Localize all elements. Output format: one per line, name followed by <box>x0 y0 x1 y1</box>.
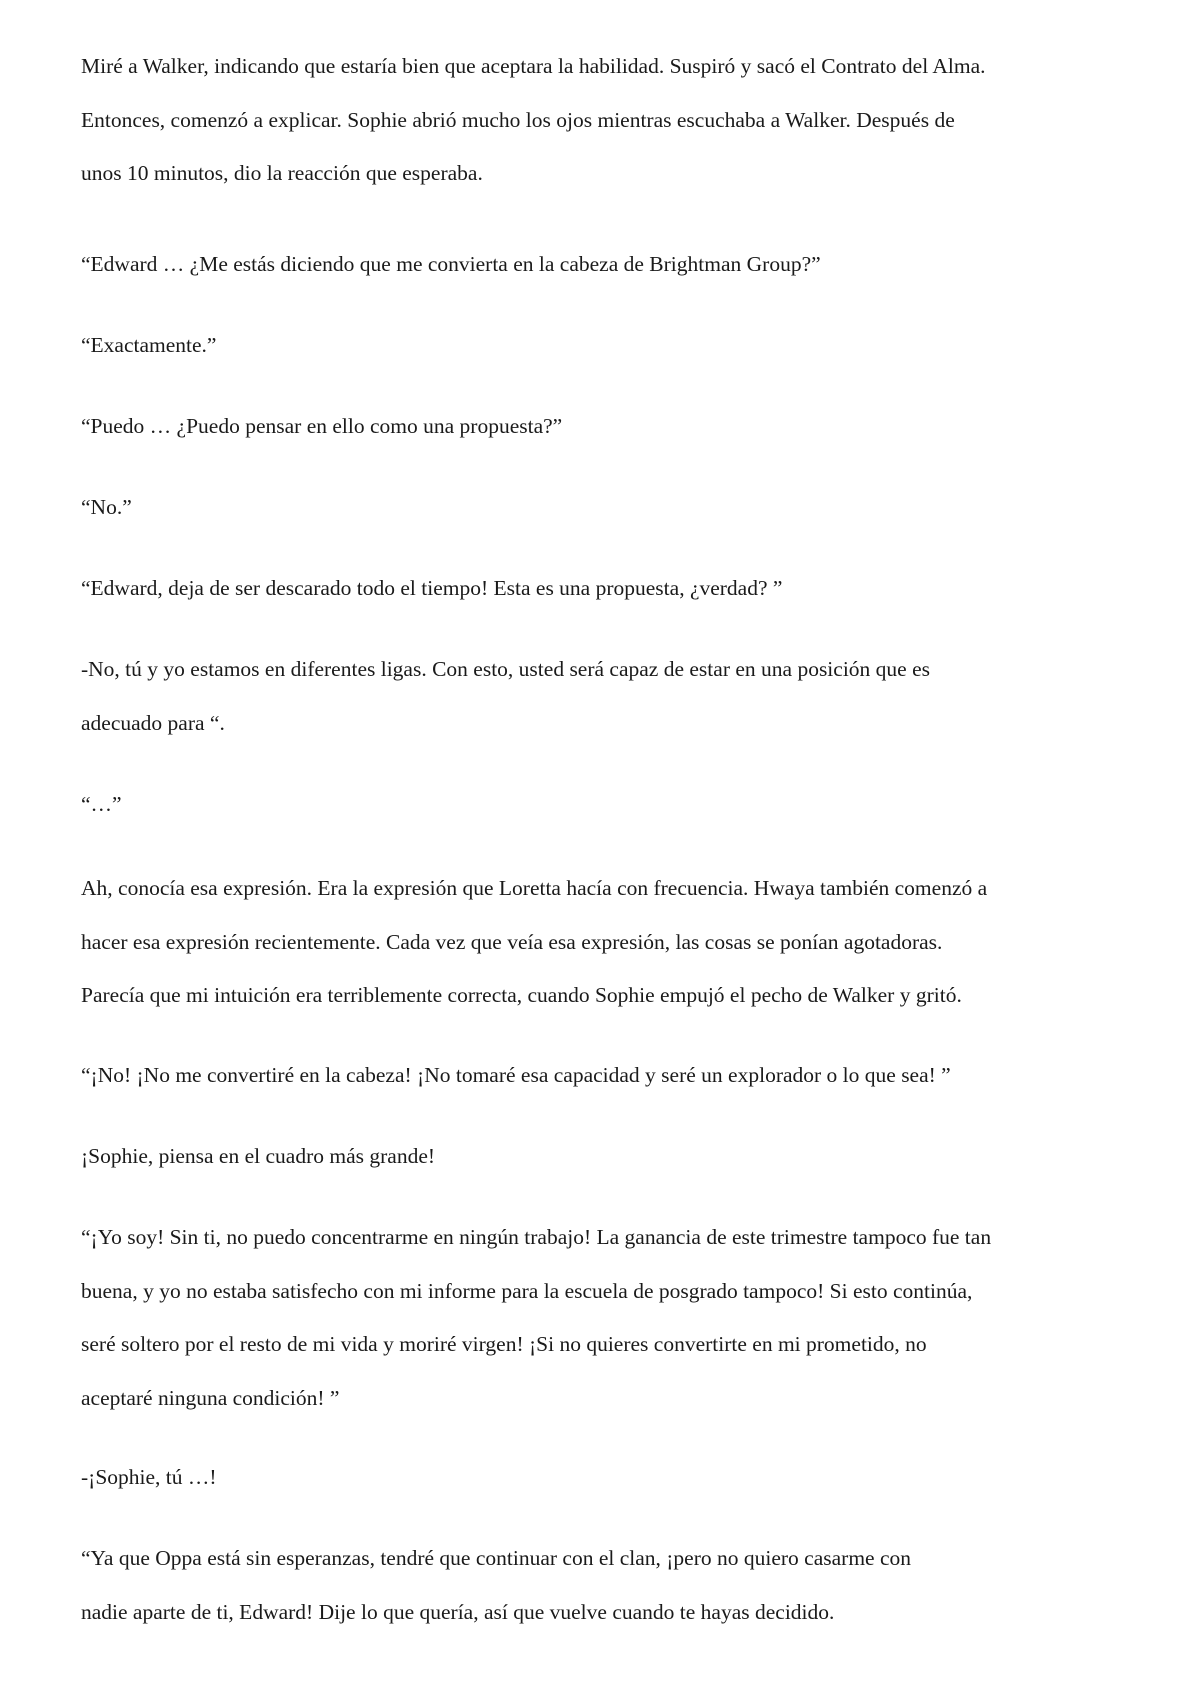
paragraph-3: “Exactamente.” <box>81 333 217 357</box>
paragraph-11: ¡Sophie, piensa en el cuadro más grande! <box>81 1144 436 1168</box>
paragraph-6: “Edward, deja de ser descarado todo el tiempo! Esta es una propuesta, ¿verdad? ” <box>81 576 783 600</box>
paragraph-5: “No.” <box>81 495 132 519</box>
paragraph-2: “Edward … ¿Me estás diciendo que me convierta en la cabeza de Brightman Group?” <box>81 252 821 276</box>
paragraph-9: Ah, conocía esa expresión. Era la expresión que Loretta hacía con frecuencia. Hwaya también comenzó a hacer esa expresión recientemente. Cada vez que veía esa expresión, las cosas se ponían agotadoras. Parecía que mi intuición era terriblemente correcta, cuando Sophie empujó el pecho de Walker y gritó. <box>81 876 988 1007</box>
paragraph-7: -No, tú y yo estamos en diferentes ligas. Con esto, usted será capaz de estar en una posición que es adecuado para “. <box>81 657 930 735</box>
paragraph-13: -¡Sophie, tú …! <box>81 1465 217 1489</box>
paragraph-1: Miré a Walker, indicando que estaría bien que aceptara la habilidad. Suspiró y sacó el Contrato del Alma. Entonces, comenzó a explicar. Sophie abrió mucho los ojos mientras escuchaba a Walker. Después de unos 10 minutos, dio la reacción que esperaba. <box>81 54 986 185</box>
paragraph-14: “Ya que Oppa está sin esperanzas, tendré que continuar con el clan, ¡pero no quiero casarme con nadie aparte de ti, Edward! Dije lo que quería, así que vuelve cuando te hayas decidido. <box>81 1546 912 1624</box>
paragraph-4: “Puedo … ¿Puedo pensar en ello como una propuesta?” <box>81 414 563 438</box>
paragraph-10: “¡No! ¡No me convertiré en la cabeza! ¡No tomaré esa capacidad y seré un explorador o lo que sea! ” <box>81 1063 951 1087</box>
paragraph-12: “¡Yo soy! Sin ti, no puedo concentrarme en ningún trabajo! La ganancia de este trimestre tampoco fue tan buena, y yo no estaba satisfecho con mi informe para la escuela de posgrado tampoco! Si esto continúa, seré soltero por el resto de mi vida y moriré virgen! ¡Si no quieres convertirte en mi prometido, no aceptaré ninguna condición! ” <box>81 1225 992 1410</box>
paragraph-8: “…” <box>81 792 122 816</box>
